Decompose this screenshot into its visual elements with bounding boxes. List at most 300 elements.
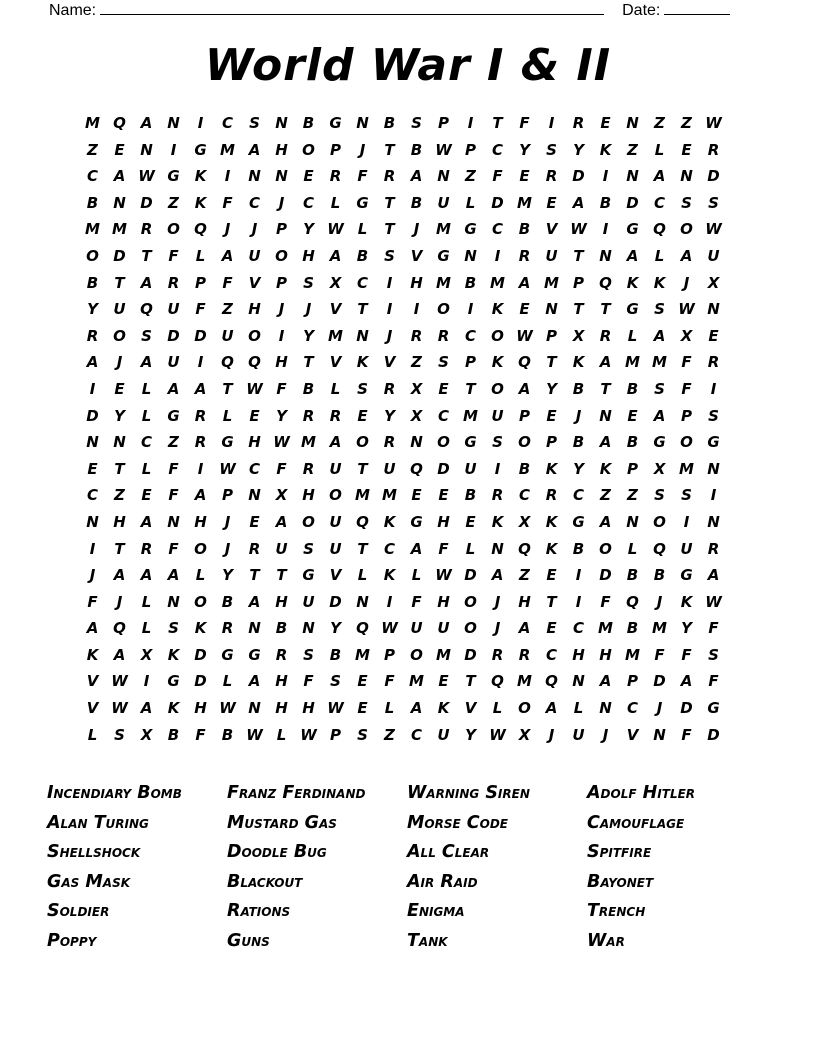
grid-letter: L [411, 566, 422, 585]
letter-grid [79, 110, 739, 748]
grid-letter: S [357, 379, 368, 398]
grid-letter: C [626, 699, 638, 718]
date-blank-line [664, 0, 730, 15]
grid-letter: X [329, 273, 342, 292]
grid-letter: G [653, 433, 666, 452]
grid-letter: H [248, 300, 261, 319]
grid-letter: E [87, 459, 98, 478]
grid-letter: R [572, 114, 585, 132]
grid-letter: T [492, 114, 503, 132]
grid-letter: W [705, 114, 722, 132]
grid-letter: P [519, 406, 530, 425]
grid-letter: P [681, 406, 692, 425]
grid-letter: F [222, 193, 233, 212]
grid-letter: A [680, 672, 693, 691]
grid-letter: I [89, 539, 96, 558]
grid-letter: P [627, 459, 638, 478]
grid-letter: I [683, 512, 690, 531]
grid-letter: I [413, 300, 420, 319]
grid-letter: G [248, 645, 261, 664]
grid-letter: B [410, 140, 423, 159]
grid-letter: L [195, 246, 206, 265]
grid-letter: K [383, 512, 396, 531]
grid-letter: Y [681, 619, 692, 638]
grid-letter: I [224, 167, 231, 186]
grid-letter: T [357, 459, 368, 478]
grid-letter: S [357, 725, 368, 744]
grid-letter: E [141, 486, 152, 505]
grid-letter: I [494, 246, 501, 265]
grid-letter: L [330, 379, 341, 398]
grid-letter: O [680, 220, 693, 239]
grid-letter: S [141, 326, 152, 345]
grid-letter: A [167, 379, 180, 398]
grid-letter: X [410, 406, 423, 425]
grid-letter: D [572, 167, 585, 186]
grid-letter: I [197, 353, 204, 372]
grid-letter: N [626, 114, 639, 132]
grid-letter: T [141, 246, 152, 265]
grid-letter: R [221, 619, 234, 638]
grid-letter: W [381, 619, 398, 638]
grid-letter: Y [87, 300, 98, 319]
grid-letter: Z [654, 114, 665, 132]
grid-letter: O [248, 326, 261, 345]
grid-letter: B [302, 114, 315, 132]
grid-letter: K [194, 167, 207, 186]
grid-letter: S [303, 645, 314, 664]
grid-letter: D [464, 645, 477, 664]
grid-letter: R [545, 486, 558, 505]
grid-letter: Q [518, 353, 531, 372]
grid-letter: O [86, 246, 99, 265]
grid-letter: I [170, 140, 177, 159]
grid-letter: T [357, 539, 368, 558]
grid-letter: P [276, 273, 287, 292]
grid-letter: K [680, 592, 693, 611]
grid-letter: G [410, 512, 423, 531]
grid-letter: M [436, 220, 451, 239]
grid-letter: N [491, 539, 504, 558]
grid-letter: W [219, 699, 236, 718]
grid-letter: Z [114, 486, 125, 505]
grid-letter: D [491, 193, 504, 212]
grid-letter: G [167, 406, 180, 425]
grid-letter: Z [87, 140, 98, 159]
grid-letter: H [275, 672, 288, 691]
grid-letter: V [545, 220, 558, 239]
grid-letter: L [141, 459, 152, 478]
grid-letter: V [329, 566, 342, 585]
grid-letter: F [708, 672, 719, 691]
grid-letter: A [491, 566, 504, 585]
grid-letter: J [386, 326, 393, 345]
grid-letter: L [141, 406, 152, 425]
word-list-item: Bayonet [587, 871, 654, 892]
grid-letter: N [599, 406, 612, 425]
grid-letter: K [491, 512, 504, 531]
date-label: Date: [622, 2, 661, 19]
grid-letter: A [518, 619, 531, 638]
grid-letter: U [275, 539, 288, 558]
grid-letter: J [278, 300, 285, 319]
grid-letter: B [518, 459, 531, 478]
grid-letter: D [194, 326, 207, 345]
grid-letter: G [707, 699, 720, 718]
grid-letter: G [464, 433, 477, 452]
grid-letter: I [710, 486, 717, 505]
grid-letter: A [194, 379, 207, 398]
grid-letter: M [652, 353, 667, 372]
word-list-item: Mustard Gas [227, 812, 337, 833]
grid-letter: A [86, 353, 99, 372]
grid-letter: A [518, 379, 531, 398]
word-list-item: Air Raid [407, 871, 478, 892]
puzzle-title: World War I & II [204, 40, 612, 91]
grid-letter: N [707, 300, 720, 319]
grid-letter: F [681, 353, 692, 372]
grid-letter: B [329, 645, 342, 664]
grid-letter: A [410, 539, 423, 558]
grid-letter: X [410, 379, 423, 398]
grid-letter: M [652, 619, 667, 638]
grid-letter: S [492, 433, 503, 452]
grid-letter: K [599, 459, 612, 478]
grid-letter: V [86, 699, 99, 718]
grid-letter: A [707, 566, 720, 585]
grid-letter: Q [599, 273, 612, 292]
grid-letter: B [275, 619, 288, 638]
grid-letter: Z [168, 193, 179, 212]
grid-letter: Q [113, 619, 126, 638]
grid-letter: B [221, 725, 234, 744]
grid-letter: I [494, 459, 501, 478]
grid-letter: X [518, 725, 531, 744]
grid-letter: R [410, 326, 423, 345]
grid-letter: O [302, 512, 315, 531]
grid-letter: G [194, 140, 207, 159]
grid-letter: Y [384, 406, 395, 425]
grid-letter: P [195, 273, 206, 292]
grid-letter: J [683, 273, 690, 292]
grid-letter: M [436, 273, 451, 292]
grid-letter: T [600, 300, 611, 319]
grid-letter: E [438, 672, 449, 691]
grid-letter: I [197, 459, 204, 478]
grid-letter: T [276, 566, 287, 585]
grid-letter: K [599, 140, 612, 159]
grid-letter: B [626, 379, 639, 398]
grid-letter: P [438, 114, 449, 132]
grid-letter: K [194, 619, 207, 638]
grid-letter: R [518, 645, 531, 664]
grid-letter: H [275, 699, 288, 718]
grid-letter: N [572, 672, 585, 691]
grid-letter: L [87, 725, 98, 744]
grid-letter: O [491, 379, 504, 398]
grid-letter: R [383, 433, 396, 452]
grid-letter: H [599, 645, 612, 664]
grid-letter: B [518, 220, 531, 239]
grid-letter: T [222, 379, 233, 398]
grid-letter: W [111, 672, 128, 691]
grid-letter: S [114, 725, 125, 744]
grid-letter: V [626, 725, 639, 744]
grid-letter: E [681, 140, 692, 159]
grid-letter: D [653, 672, 666, 691]
grid-letter: B [356, 246, 369, 265]
grid-letter: A [518, 273, 531, 292]
word-list-item: Shellshock [47, 842, 141, 862]
grid-letter: N [680, 167, 693, 186]
grid-letter: N [356, 114, 369, 132]
grid-letter: G [707, 433, 720, 452]
grid-letter: A [545, 699, 558, 718]
grid-letter: R [275, 645, 288, 664]
grid-letter: B [626, 433, 639, 452]
grid-letter: C [653, 193, 665, 212]
grid-letter: X [653, 459, 666, 478]
grid-letter: E [411, 486, 422, 505]
grid-letter: F [681, 725, 692, 744]
word-list-item: Alan Turing [47, 812, 149, 833]
word-list-item: Poppy [47, 930, 97, 951]
grid-letter: A [113, 167, 126, 186]
grid-letter: A [140, 566, 153, 585]
grid-letter: L [330, 193, 341, 212]
grid-letter: U [167, 353, 180, 372]
grid-letter: L [222, 672, 233, 691]
grid-letter: R [437, 326, 450, 345]
grid-letter: A [329, 433, 342, 452]
grid-letter: T [384, 140, 395, 159]
grid-letter: O [518, 433, 531, 452]
grid-letter: T [114, 539, 125, 558]
grid-letter: X [572, 326, 585, 345]
grid-letter: L [222, 406, 233, 425]
grid-letter: Y [573, 459, 584, 478]
grid-letter: T [573, 300, 584, 319]
grid-letter: E [249, 512, 260, 531]
grid-letter: Z [627, 486, 638, 505]
grid-letter: K [491, 353, 504, 372]
word-list-item: Soldier [47, 901, 110, 921]
grid-letter: N [275, 114, 288, 132]
grid-letter: T [249, 566, 260, 585]
grid-letter: B [410, 193, 423, 212]
grid-letter: C [518, 486, 530, 505]
grid-letter: Q [518, 539, 531, 558]
grid-letter: N [248, 167, 261, 186]
grid-letter: U [167, 300, 180, 319]
grid-letter: F [168, 459, 179, 478]
grid-letter: F [168, 539, 179, 558]
grid-letter: Q [491, 672, 504, 691]
grid-letter: R [140, 539, 153, 558]
grid-letter: R [383, 379, 396, 398]
grid-letter: A [221, 246, 234, 265]
grid-letter: E [708, 326, 719, 345]
grid-letter: Z [681, 114, 692, 132]
grid-letter: O [599, 539, 612, 558]
grid-letter: A [680, 246, 693, 265]
grid-letter: W [435, 566, 452, 585]
grid-letter: V [329, 300, 342, 319]
grid-letter: N [113, 193, 126, 212]
grid-letter: H [572, 645, 585, 664]
grid-letter: Q [356, 619, 369, 638]
grid-letter: S [438, 353, 449, 372]
grid-letter: G [464, 220, 477, 239]
grid-letter: R [383, 167, 396, 186]
grid-letter: F [654, 645, 665, 664]
grid-letter: Z [168, 433, 179, 452]
grid-letter: Z [465, 167, 476, 186]
grid-letter: Y [303, 220, 314, 239]
grid-letter: B [383, 114, 396, 132]
grid-letter: J [656, 592, 663, 611]
grid-letter: F [384, 672, 395, 691]
grid-letter: Z [600, 486, 611, 505]
grid-letter: N [653, 725, 666, 744]
grid-letter: Y [114, 406, 125, 425]
grid-letter: S [303, 273, 314, 292]
grid-letter: A [140, 353, 153, 372]
grid-letter: M [382, 486, 397, 505]
grid-letter: Z [222, 300, 233, 319]
grid-letter: P [276, 220, 287, 239]
grid-letter: C [464, 326, 476, 345]
grid-letter: U [680, 539, 693, 558]
grid-letter: E [546, 619, 557, 638]
grid-letter: J [116, 592, 123, 611]
grid-letter: F [492, 167, 503, 186]
grid-letter: H [194, 699, 207, 718]
grid-letter: S [249, 114, 260, 132]
grid-letter: I [386, 273, 393, 292]
grid-letter: A [194, 486, 207, 505]
grid-letter: W [678, 300, 695, 319]
grid-letter: A [248, 672, 261, 691]
grid-letter: D [437, 459, 450, 478]
grid-letter: A [599, 512, 612, 531]
word-list-item: Incendiary Bomb [47, 783, 182, 803]
grid-letter: N [599, 699, 612, 718]
grid-letter: C [572, 486, 584, 505]
grid-letter: R [707, 140, 720, 159]
grid-letter: M [436, 645, 451, 664]
grid-letter: W [219, 459, 236, 478]
grid-letter: T [357, 300, 368, 319]
grid-letter: E [438, 379, 449, 398]
grid-letter: M [328, 326, 343, 345]
grid-letter: E [519, 167, 530, 186]
grid-letter: Z [627, 140, 638, 159]
grid-letter: H [302, 486, 315, 505]
grid-letter: O [194, 539, 207, 558]
grid-letter: A [599, 672, 612, 691]
grid-letter: E [546, 566, 557, 585]
worksheet-header [49, 0, 749, 22]
grid-letter: J [494, 619, 501, 638]
grid-letter: R [329, 406, 342, 425]
grid-letter: B [464, 273, 477, 292]
grid-letter: G [167, 167, 180, 186]
grid-letter: G [302, 566, 315, 585]
grid-letter: U [113, 300, 126, 319]
word-list-item: Franz Ferdinand [227, 783, 366, 803]
word-list [47, 779, 767, 956]
grid-letter: Q [113, 114, 126, 132]
grid-letter: K [545, 512, 558, 531]
grid-letter: W [705, 592, 722, 611]
grid-letter: J [89, 566, 96, 585]
grid-letter: B [86, 193, 99, 212]
grid-letter: J [305, 300, 312, 319]
grid-letter: A [275, 512, 288, 531]
grid-letter: W [111, 699, 128, 718]
grid-letter: R [86, 326, 99, 345]
grid-letter: F [708, 619, 719, 638]
grid-letter: N [86, 433, 99, 452]
grid-letter: V [410, 246, 423, 265]
grid-letter: O [680, 433, 693, 452]
grid-letter: E [600, 114, 611, 132]
grid-letter: A [140, 699, 153, 718]
grid-letter: C [356, 273, 368, 292]
grid-letter: L [141, 379, 152, 398]
grid-letter: M [112, 220, 127, 239]
grid-letter: I [386, 300, 393, 319]
grid-letter: I [710, 379, 717, 398]
grid-letter: A [410, 167, 423, 186]
word-list-item: Warning Siren [407, 783, 530, 803]
grid-letter: U [221, 326, 234, 345]
grid-letter: L [195, 566, 206, 585]
grid-letter: E [519, 300, 530, 319]
grid-letter: R [599, 326, 612, 345]
grid-letter: P [465, 140, 476, 159]
grid-letter: F [276, 379, 287, 398]
grid-letter: C [248, 459, 260, 478]
grid-letter: U [707, 246, 720, 265]
grid-letter: N [167, 512, 180, 531]
grid-letter: S [168, 619, 179, 638]
grid-letter: W [435, 140, 452, 159]
grid-letter: C [491, 140, 503, 159]
grid-letter: F [222, 273, 233, 292]
grid-letter: K [572, 353, 585, 372]
grid-letter: I [467, 114, 474, 132]
grid-letter: K [86, 645, 99, 664]
grid-letter: L [654, 140, 665, 159]
grid-letter: M [544, 273, 559, 292]
grid-letter: U [437, 193, 450, 212]
grid-letter: Z [519, 566, 530, 585]
grid-letter: F [519, 114, 530, 132]
grid-letter: N [113, 433, 126, 452]
grid-letter: W [300, 725, 317, 744]
grid-letter: R [248, 539, 261, 558]
grid-letter: M [598, 619, 613, 638]
grid-letter: A [599, 353, 612, 372]
grid-letter: D [707, 725, 720, 744]
grid-letter: U [383, 459, 396, 478]
grid-letter: N [599, 246, 612, 265]
grid-letter: N [140, 140, 153, 159]
grid-letter: U [491, 406, 504, 425]
grid-letter: T [303, 353, 314, 372]
